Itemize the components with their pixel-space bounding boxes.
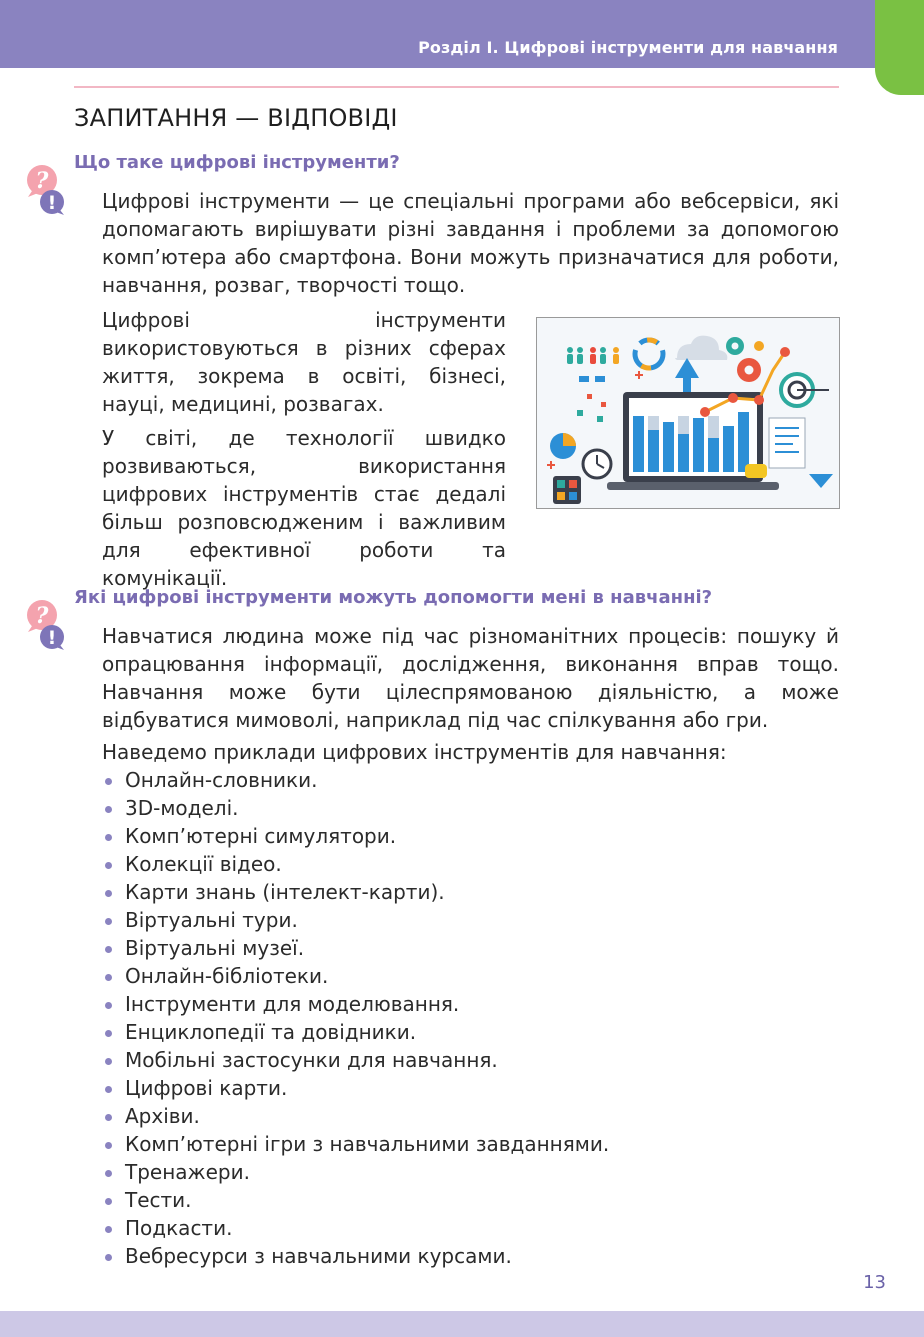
svg-text:!: ! xyxy=(47,627,57,649)
list-item: Онлайн-словники. xyxy=(102,766,609,794)
svg-text:?: ? xyxy=(35,168,49,194)
list-item: 3D-моделі. xyxy=(102,794,609,822)
list-item: Енциклопедії та довідники. xyxy=(102,1018,609,1046)
answer-1-paragraph-1: Цифрові інструменти — це спеціальні програми або вебсервіси, які допомагають вирішувати різні завдання і проблеми за допомогою комп’ютера або смартфона. Вони можуть призначатися для роботи, навчання, розваг, творчості тощо. xyxy=(102,189,839,297)
list-item: Віртуальні тури. xyxy=(102,906,609,934)
list-item: Цифрові карти. xyxy=(102,1074,609,1102)
illustration-graphic xyxy=(537,318,839,508)
list-item: Подкасти. xyxy=(102,1214,609,1242)
footer-band xyxy=(0,1311,924,1337)
chapter-title: Розділ І. Цифрові інструменти для навчання xyxy=(418,38,838,57)
list-item: Комп’ютерні ігри з навчальними завданнями. xyxy=(102,1130,609,1158)
list-item: Тести. xyxy=(102,1186,609,1214)
svg-text:!: ! xyxy=(47,192,57,214)
answer-1-paragraph-3: У світі, де технології швидко розвиваються, використання цифрових інструментів стає дедалі більш розповсюдженим і важливим для ефективної роботи та комунікації. xyxy=(102,426,506,590)
list-item: Вебресурси з навчальними курсами. xyxy=(102,1242,609,1270)
list-item: Інструменти для моделювання. xyxy=(102,990,609,1018)
answer-2-paragraph-2: Наведемо приклади цифрових інструментів для навчання: xyxy=(102,740,727,764)
list-item: Онлайн-бібліотеки. xyxy=(102,962,609,990)
list-item: Тренажери. xyxy=(102,1158,609,1186)
divider xyxy=(74,86,839,88)
question-2: Які цифрові інструменти можуть допомогти мені в навчанні? xyxy=(74,587,713,608)
section-heading: ЗАПИТАННЯ — ВІДПОВІДІ xyxy=(74,104,398,132)
tools-list xyxy=(102,766,609,1270)
svg-text:?: ? xyxy=(35,603,49,629)
list-item: Мобільні застосунки для навчання. xyxy=(102,1046,609,1074)
answer-1-paragraph-2: Цифрові інструменти використовуються в різних сферах життя, зокрема в освіті, бізнесі, науці, медицині, розвагах. xyxy=(102,308,506,416)
list-item: Карти знань (інтелект-карти). xyxy=(102,878,609,906)
question-1: Що таке цифрові інструменти? xyxy=(74,152,400,173)
list-item: Колекції відео. xyxy=(102,850,609,878)
question-answer-icon xyxy=(26,163,66,215)
question-answer-icon xyxy=(26,598,66,650)
page-number: 13 xyxy=(863,1272,886,1293)
digital-tools-illustration xyxy=(536,317,840,509)
answer-2-paragraph-1: Навчатися людина може під час різноманітних процесів: пошуку й опрацювання інформації, дослідження, виконання вправ тощо. Навчання може бути цілеспрямованою діяльністю, а може відбуватися мимоволі, наприклад під час спілкування або гри. xyxy=(102,624,839,732)
list-item: Комп’ютерні симулятори. xyxy=(102,822,609,850)
list-item: Віртуальні музеї. xyxy=(102,934,609,962)
chapter-tab xyxy=(875,0,924,95)
list-item: Архіви. xyxy=(102,1102,609,1130)
header-band xyxy=(0,0,875,68)
